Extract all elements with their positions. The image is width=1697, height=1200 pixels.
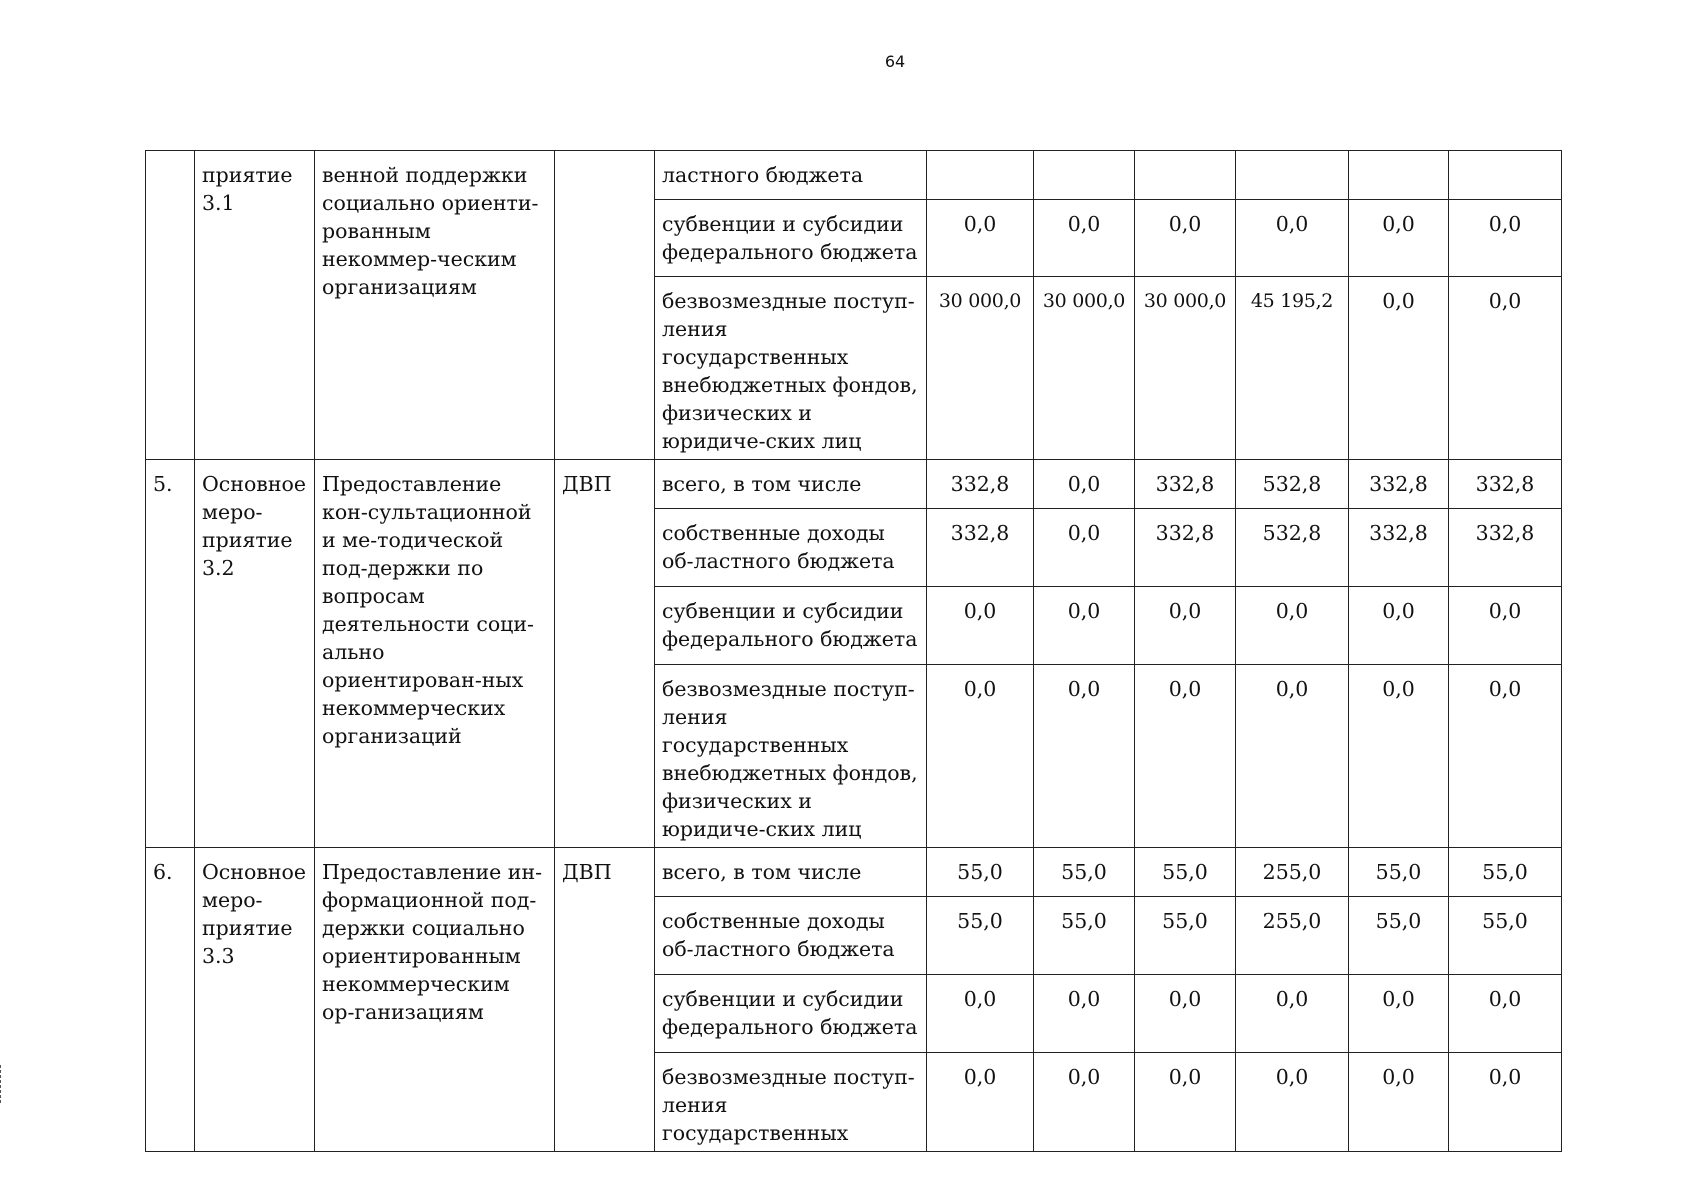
- value-cell: 30 000,0: [1034, 277, 1135, 460]
- value-cell: 0,0: [927, 1053, 1034, 1152]
- value-cell: 332,8: [1349, 460, 1449, 509]
- value-cell: 0,0: [1449, 975, 1562, 1053]
- measure-name-cell: Основное меро-приятие 3.3: [195, 848, 315, 1152]
- table-row: [146, 151, 1562, 200]
- value-cell: 332,8: [1135, 460, 1236, 509]
- executor-cell: ДВП: [555, 460, 655, 848]
- value-cell: 55,0: [1135, 897, 1236, 975]
- value-cell: 0,0: [1349, 200, 1449, 277]
- value-cell: 532,8: [1236, 460, 1349, 509]
- value-cell: 55,0: [927, 897, 1034, 975]
- value-cell: 0,0: [1034, 665, 1135, 848]
- value-cell: 0,0: [1349, 665, 1449, 848]
- funding-source-cell: безвозмездные поступ-ления государственных: [655, 1053, 927, 1152]
- value-cell: 0,0: [1135, 975, 1236, 1053]
- value-cell: 0,0: [927, 975, 1034, 1053]
- value-cell: 0,0: [1349, 1053, 1449, 1152]
- value-cell: 255,0: [1236, 848, 1349, 897]
- value-cell: 0,0: [927, 665, 1034, 848]
- funding-source-cell: безвозмездные поступ-ления государственных внебюджетных фондов, физических и юридиче-ских лиц: [655, 277, 927, 460]
- funding-source-cell: субвенции и субсидии федерального бюджета: [655, 200, 927, 277]
- value-cell: 332,8: [1135, 509, 1236, 587]
- value-cell: 0,0: [927, 200, 1034, 277]
- executor-cell: [555, 151, 655, 460]
- value-cell: 55,0: [1349, 897, 1449, 975]
- value-cell: 30 000,0: [927, 277, 1034, 460]
- value-cell: 0,0: [1135, 587, 1236, 665]
- value-cell: 0,0: [1236, 975, 1349, 1053]
- value-cell: 55,0: [1349, 848, 1449, 897]
- value-cell: 0,0: [1349, 277, 1449, 460]
- value-cell: 45 195,2: [1236, 277, 1349, 460]
- value-cell: 0,0: [1236, 587, 1349, 665]
- value-cell: [1135, 151, 1236, 200]
- value-cell: 332,8: [1349, 509, 1449, 587]
- value-cell: 0,0: [1236, 200, 1349, 277]
- value-cell: 0,0: [1034, 975, 1135, 1053]
- funding-source-cell: субвенции и субсидии федерального бюджета: [655, 587, 927, 665]
- funding-source-cell: собственные доходы об-ластного бюджета: [655, 509, 927, 587]
- measure-name-cell: Основное меро-приятие 3.2: [195, 460, 315, 848]
- value-cell: 332,8: [927, 509, 1034, 587]
- value-cell: 0,0: [1034, 587, 1135, 665]
- value-cell: 0,0: [1449, 587, 1562, 665]
- value-cell: 0,0: [1034, 200, 1135, 277]
- measure-description-cell: венной поддержки социально ориенти-рованным некоммер-ческим организациям: [315, 151, 555, 460]
- budget-table: [145, 150, 1562, 1152]
- measure-description-cell: Предоставление кон-сультационной и ме-тодической под-держки по вопросам деятельности соци-ально ориентирован-ных некоммерческих организаций: [315, 460, 555, 848]
- funding-source-cell: ластного бюджета: [655, 151, 927, 200]
- table-row: [146, 848, 1562, 897]
- value-cell: 55,0: [1034, 848, 1135, 897]
- value-cell: 332,8: [927, 460, 1034, 509]
- funding-source-cell: безвозмездные поступ-ления государственных внебюджетных фондов, физических и юридиче-ских лиц: [655, 665, 927, 848]
- funding-source-cell: собственные доходы об-ластного бюджета: [655, 897, 927, 975]
- value-cell: 0,0: [1349, 975, 1449, 1053]
- value-cell: 0,0: [1236, 665, 1349, 848]
- value-cell: 0,0: [1349, 587, 1449, 665]
- scan-edge-mark: [0, 1065, 5, 1103]
- measure-description-cell: Предоставление ин-формационной под-держки социально ориентированным некоммерческим ор-ганизациям: [315, 848, 555, 1152]
- row-number-cell: [146, 151, 195, 460]
- value-cell: 0,0: [1034, 509, 1135, 587]
- funding-source-cell: субвенции и субсидии федерального бюджета: [655, 975, 927, 1053]
- value-cell: 55,0: [1449, 897, 1562, 975]
- value-cell: [927, 151, 1034, 200]
- value-cell: 0,0: [1449, 1053, 1562, 1152]
- value-cell: 0,0: [927, 587, 1034, 665]
- value-cell: [1449, 151, 1562, 200]
- value-cell: 532,8: [1236, 509, 1349, 587]
- value-cell: 55,0: [927, 848, 1034, 897]
- value-cell: 55,0: [1135, 848, 1236, 897]
- row-number-cell: 6.: [146, 848, 195, 1152]
- funding-source-cell: всего, в том числе: [655, 848, 927, 897]
- value-cell: 255,0: [1236, 897, 1349, 975]
- value-cell: 30 000,0: [1135, 277, 1236, 460]
- value-cell: 332,8: [1449, 509, 1562, 587]
- value-cell: [1349, 151, 1449, 200]
- measure-name-cell: приятие 3.1: [195, 151, 315, 460]
- value-cell: 0,0: [1135, 1053, 1236, 1152]
- value-cell: 0,0: [1449, 665, 1562, 848]
- funding-source-cell: всего, в том числе: [655, 460, 927, 509]
- value-cell: 55,0: [1034, 897, 1135, 975]
- value-cell: 0,0: [1135, 200, 1236, 277]
- value-cell: [1034, 151, 1135, 200]
- executor-cell: ДВП: [555, 848, 655, 1152]
- value-cell: 0,0: [1449, 200, 1562, 277]
- value-cell: 0,0: [1034, 460, 1135, 509]
- value-cell: 0,0: [1135, 665, 1236, 848]
- value-cell: 0,0: [1449, 277, 1562, 460]
- row-number-cell: 5.: [146, 460, 195, 848]
- value-cell: [1236, 151, 1349, 200]
- value-cell: 0,0: [1236, 1053, 1349, 1152]
- page-number: 64: [884, 52, 906, 71]
- value-cell: 0,0: [1034, 1053, 1135, 1152]
- table-row: [146, 460, 1562, 509]
- value-cell: 332,8: [1449, 460, 1562, 509]
- value-cell: 55,0: [1449, 848, 1562, 897]
